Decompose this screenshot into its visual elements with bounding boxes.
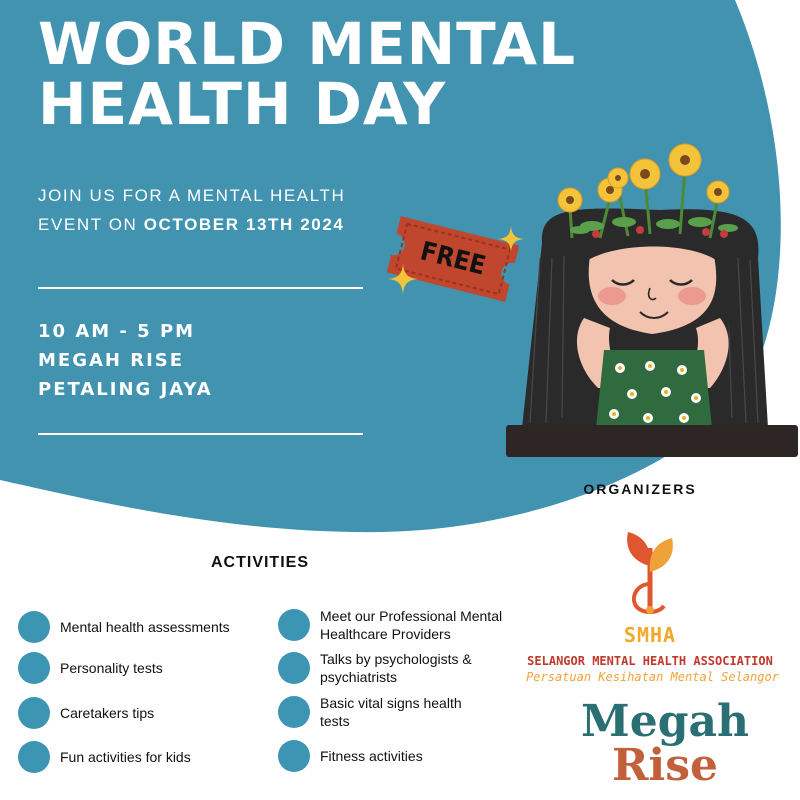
bullet-dot	[278, 696, 310, 728]
smha-leaf-logo-icon	[610, 526, 690, 616]
event-venue-line2: PETALING JAYA	[38, 379, 213, 400]
invite-line1: JOIN US FOR A MENTAL HEALTH	[38, 186, 346, 205]
flower-crown-girl-illustration	[500, 138, 800, 468]
activity-label: Fitness activities	[320, 748, 423, 764]
smha-abbreviation: SMHA	[623, 623, 677, 647]
activity-label: Personality tests	[60, 660, 163, 676]
bullet-dot	[18, 741, 50, 773]
bullet-dot	[18, 611, 50, 643]
event-details	[38, 317, 213, 404]
activity-label-line2: Healthcare Providers	[320, 626, 451, 642]
activity-label	[320, 607, 502, 643]
event-title	[38, 10, 577, 138]
smha-malay-name: Persatuan Kesihatan Mental Selangor	[526, 670, 779, 684]
divider-top	[38, 287, 363, 289]
smha-full-name: SELANGOR MENTAL HEALTH ASSOCIATION	[527, 654, 773, 668]
activity-label-line1: Meet our Professional Mental	[320, 608, 503, 624]
activity-item	[278, 607, 502, 643]
invite-prefix: EVENT ON	[38, 215, 144, 234]
event-date: OCTOBER 13TH 2024	[143, 215, 345, 234]
activity-label: Mental health assessments	[60, 619, 230, 635]
bullet-dot	[18, 652, 50, 684]
event-time: 10 AM - 5 PM	[38, 321, 196, 342]
activity-item	[18, 652, 163, 684]
activity-label-line2: tests	[320, 713, 350, 729]
divider-bottom	[38, 433, 363, 435]
activity-label	[320, 650, 472, 686]
activity-item	[18, 697, 154, 729]
megah-logo-word2: Rise	[611, 740, 719, 791]
activities-heading: ACTIVITIES	[210, 554, 309, 571]
event-venue-line1: MEGAH RISE	[38, 350, 185, 371]
bullet-dot	[278, 740, 310, 772]
activity-label-line1: Talks by psychologists &	[320, 651, 472, 667]
sparkle-icon	[388, 264, 418, 294]
activity-item	[18, 611, 230, 643]
activity-item	[278, 694, 462, 730]
activity-label	[320, 694, 462, 730]
activity-item	[278, 650, 472, 686]
invite-line2	[38, 210, 345, 239]
megah-logo-word1: Megah	[581, 696, 749, 747]
activity-item	[278, 740, 423, 772]
activity-item	[18, 741, 191, 773]
bullet-dot	[278, 609, 310, 641]
free-label: FREE	[417, 236, 489, 282]
bullet-dot	[278, 652, 310, 684]
organizers-heading: ORGANIZERS	[583, 481, 697, 497]
event-invitation	[38, 181, 345, 239]
activity-label: Fun activities for kids	[60, 749, 191, 765]
activity-label-line1: Basic vital signs health	[320, 695, 462, 711]
activity-label-line2: psychiatrists	[320, 669, 398, 685]
activity-label: Caretakers tips	[60, 705, 155, 721]
event-title-line1: WORLD MENTAL	[38, 10, 577, 78]
bullet-dot	[18, 697, 50, 729]
megah-rise-logo	[565, 696, 765, 791]
event-title-line2: HEALTH DAY	[38, 70, 447, 138]
